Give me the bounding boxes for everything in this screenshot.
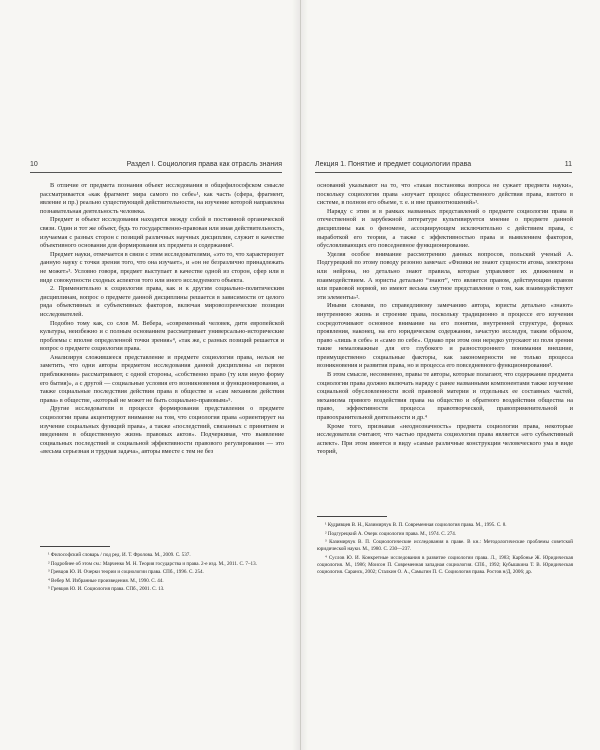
left-body-text <box>40 182 284 457</box>
footnote-divider <box>317 516 387 517</box>
footnote: ² Подгурецкий А. Очерк социологии права. М., 1974. С. 274. <box>325 530 457 537</box>
paragraph: Уделяя особое внимание рассмотрению данных вопросов, польский ученый А. Подгурецкий по этому поводу резонно замечал: «Физики не знают сущности атома, электрона или нейрона, но детально знают правила, которые управляют их движением и взаимодействием. А юристы детально “знают”, что является правом, действующим правом или правовой нормой, но имеют весьма смутное представление о том, как взаимодействуют эти элементы»². <box>317 250 573 301</box>
paragraph: Предмет и объект исследования находятся между собой в постоянной органической связи. Один и тот же объект, будь то государственно-правовая или иная действительность, изучаемая с разных сторон с позиций различных научных дисциплин, служит в качестве объективного основания для формирования их предмета и содержания². <box>40 216 284 250</box>
right-body-text <box>317 182 573 457</box>
right-page <box>300 0 600 750</box>
right-footnotes <box>317 516 573 578</box>
footnote: ⁴ Суслов Ю. И. Конкретные исследования в развитие социологии права. Л., 1983; Карбонье Ж. Юридическая социология. М., 1986; Моисон П. Современная западная социология. СПб., 1992; Кубышкина Т. В. Юридическая социология. Саранск, 2002; Сталкин О. А., Самыгин П. С. Социология права. Ростов н/Д, 2006; др. <box>317 554 573 576</box>
paragraph: Анализируя сложившееся представление и предмете социологии права, нельзя не заметить, что одни авторы предметом исследования данной дисциплины «в первом приближении» рассматривают, с одной стороны, «собственно право (ту или иную форму его бытия)», а с другой — социальные условия его возникновения и функционирования, а также социальные последствия действия права в обществе и «сам механизм действия права» в обществе, «который не может не быть социально-правовым»⁵. <box>40 353 284 404</box>
paragraph: В отличие от предмета познания объект исследования в общефилософском смысле рассматривается «как фрагмент мира самого по себе»¹, как часть (сфера, фрагмент, явление и пр.) реально существующей действительности, на изучение которой направлена познавательная деятельность человека. <box>40 182 284 215</box>
footnote: ³ Казимирчук В. П. Социологические исследования в праве. В кн.: Методологические проблемы советской юридической науки. М., 1980. С. 230—237. <box>317 539 573 553</box>
paragraph: Подобно тому как, со слов М. Вебера, «современный человек, дитя европейской культуры, неизбежно и с полным основанием рассматривает универсально-исторические проблемы с вполне определенной точки зрения»⁴, «так же, с разных позиций решается и вопрос о предмете социологии права. <box>40 319 284 353</box>
footnote: ⁵ Гревцов Ю. И. Социология права. СПб., 2001. С. 13. <box>48 586 165 592</box>
left-page-number: 10 <box>30 161 38 168</box>
footnote: ² Подробнее об этом см.: Марченко М. Н. Теория государства и права. 2-е изд. М., 2011. С. 7–13. <box>48 560 257 567</box>
paragraph: оснований указывают на то, что «такая постановка вопроса не сужает предмета науки», поскольку социология права «изучает процесс общественного действия права, взятого в системе, в полном его объеме, т. е. и вне правоотношений»¹. <box>317 182 573 207</box>
paragraph: Иными словами, по справедливому замечанию автора, юристы детально «знают» внутреннюю жизнь и строение права, поскольку традиционно в процессе его изучения сосредоточивают основное внимание на его понятии, внутренней структуре, формах проявления, наконец, на его юридическом содержании, зачастую исследуя, таким образом, право «лишь в себе» и «само по себе». Однако при этом они нередко упускают из поля зрения такие немаловажные для его глубокого и разностороннего понимания внешние, преимущественно социальные факторы, как закономерности не только процесса возникновения и развития права, но и процесса его повседневного функционирования³. <box>317 302 573 370</box>
paragraph: Другие исследователи в процессе формирования представления о предмете социологии права акцентируют внимание на том, что социология права «ориентирует на изучение социальных функций права», а также «последствий, связанных с принятием и введением в общественную жизнь правовых актов». Подчеркивая, что выявление социальных последствий и социальной эффективности правового регулирования — это «весьма серьезная и трудная задача», авторы вместе с тем не без <box>40 405 284 456</box>
footnote: ⁴ Вебер М. Избранные произведения. М., 1990. С. 44. <box>48 577 164 584</box>
right-running-head: Лекция 1. Понятие и предмет социологии права <box>315 161 472 168</box>
footnote-divider <box>40 546 110 547</box>
left-page-header <box>30 160 282 173</box>
footnote: ³ Гревцов Ю. И. Очерки теории и социологии права. СПб., 1996. С. 254. <box>48 569 204 575</box>
footnote: ¹ Философский словарь / под ред. И. Т. Фролова. М., 2009. С. 537. <box>48 552 191 558</box>
right-page-header <box>315 160 572 173</box>
paragraph: Кроме того, признавая «неоднозначность» предмета социологии права, некоторые исследователи считают, что частью предмета социологии права является «его субъективный аспект». При этом имеется в виду «самые различные конструкции человеческого ума в виде теорий, <box>317 422 573 456</box>
footnote: ¹ Кудрявцев В. Н., Казимирчук В. П. Современная социология права. М., 1995. С. 8. <box>325 522 507 528</box>
left-footnotes <box>40 546 284 595</box>
paragraph: В этом смысле, несомненно, правы те авторы, которые полагают, что содержание предмета социологии права должно включать наряду с ранее названными компонентами также изучение социальной обусловленности всей правовой материи и отдельных ее составных частей, механизма прямого воздействия права на общество и обратного воздействия общества на право, эффективности процесса правотворческой, правоприменительной и правоохранительной деятельности и др.⁴ <box>317 371 573 422</box>
left-running-head: Раздел I. Социология права как отрасль знания <box>126 161 282 168</box>
paragraph: Наряду с этим и в рамках названных представлений о предмете социологии права в отечественной и зарубежной литературе культивируется мнение о предмете данной дисциплины как о феномене, ассоциирующем исключительно с действием права, с выработкой его теории, а также с эффективностью права и выявлением факторов, обусловливающих его повседневное функционирование. <box>317 207 573 250</box>
paragraph: Предмет науки, отмечается в связи с этим исследователями, «это то, что характеризует данную науку с точки зрения того, что она изучает», и «он не безразлично принадлежать не может»³. Условно говоря, предмет выступает в качестве одной из сторон, сфер или в виде совокупности сходных аспектов того или иного исследуемого объекта. <box>40 250 284 284</box>
right-page-number: 11 <box>564 161 572 168</box>
paragraph: 2. Применительно к социологии права, как и к другим социально-политическим дисциплинам, вопрос о предмете данной дисциплины решается в зависимости от целого ряда объективных и субъективных факторов, включая мировоззренческие позиции исследователей. <box>40 285 284 318</box>
